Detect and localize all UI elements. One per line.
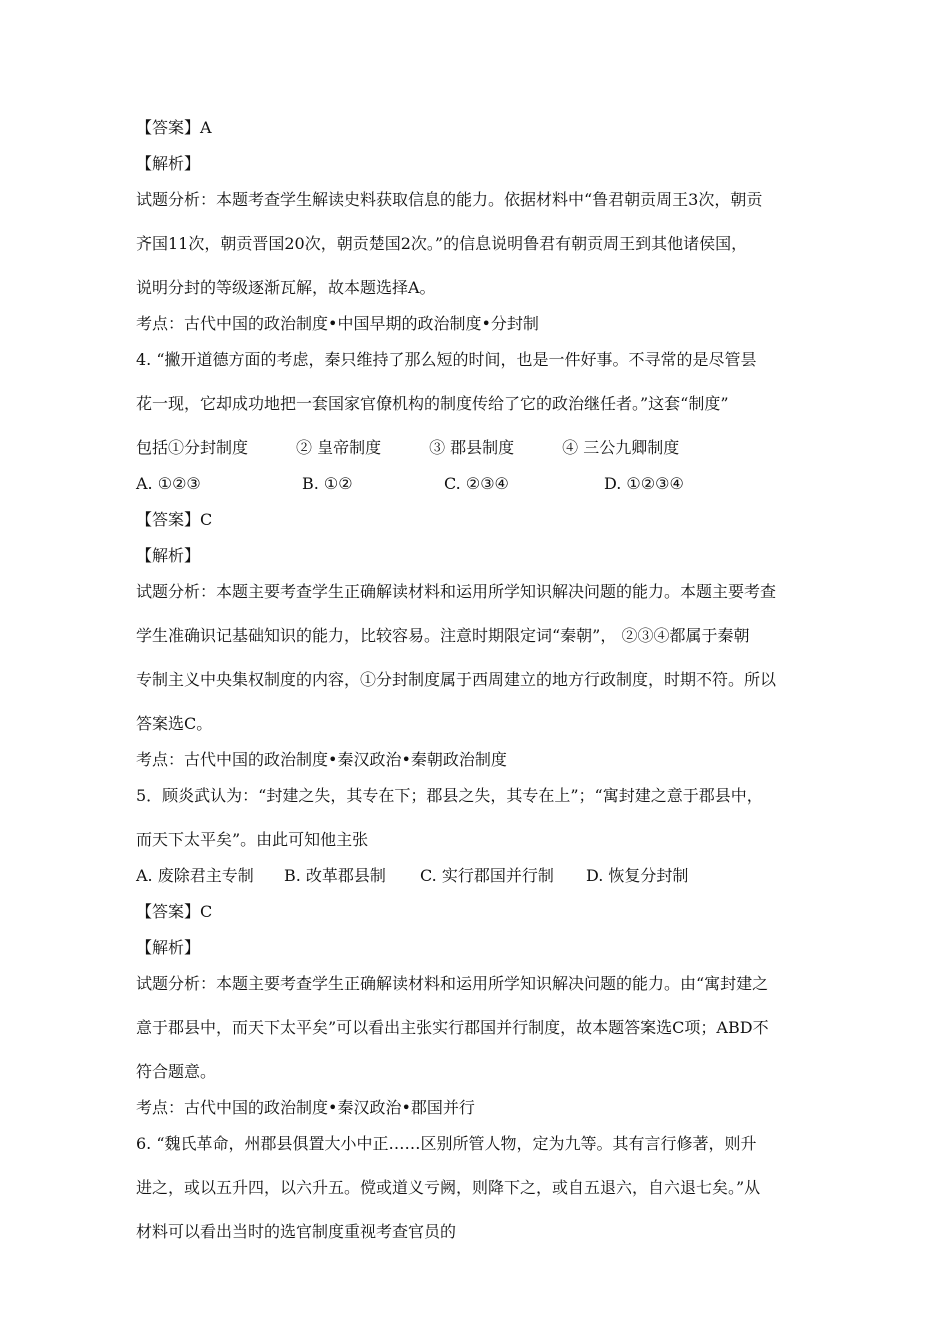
answer-label: 【答案】C [136,510,213,529]
paragraph-line: 试题分析：本题主要考查学生正确解读材料和运用所学知识解决问题的能力。本题主要考查 [136,582,777,601]
key-point: 考点：古代中国的政治制度•秦汉政治•秦朝政治制度 [136,750,507,769]
paragraph-line: 答案选C。 [136,714,213,733]
paragraph-line: 学生准确识记基础知识的能力，比较容易。注意时期限定词“秦朝”， ②③④都属于秦朝 [136,626,750,645]
key-point: 考点：古代中国的政治制度•中国早期的政治制度•分封制 [136,314,539,333]
analysis-label: 【解析】 [136,154,201,173]
question-4 [136,350,816,458]
answer-label: 【答案】A [136,118,212,137]
option-b: B. 改革郡县制 [284,866,386,885]
question-line: 5．顾炎武认为：“封建之失，其专在下；郡县之失，其专在上”；“寓封建之意于郡县中， [136,786,763,805]
question-5 [136,786,816,850]
answer-label: 【答案】C [136,902,213,921]
paragraph-line: 符合题意。 [136,1062,217,1081]
paragraph-line: 专制主义中央集权制度的内容，①分封制度属于西周建立的地方行政制度，时期不符。所以 [136,670,777,689]
options-row [136,866,816,886]
question-line: 6. “魏氏革命，州郡县俱置大小中正……区别所管人物，定为九等。其有言行修著，则升 [136,1134,757,1153]
option-d: D. 恢复分封制 [586,866,689,885]
question-line: 包括①分封制度 ② 皇帝制度 ③ 郡县制度 ④ 三公九卿制度 [136,438,680,457]
question-line: 而天下太平矣”。由此可知他主张 [136,830,369,849]
paragraph-line: 试题分析：本题考查学生解读史料获取信息的能力。依据材料中“鲁君朝贡周王3次，朝贡 [136,190,763,209]
paragraph-line: 说明分封的等级逐渐瓦解，故本题选择A。 [136,278,436,297]
key-point: 考点：古代中国的政治制度•秦汉政治•郡国并行 [136,1098,475,1117]
question-line: 进之，或以五升四，以六升五。傥或道义亏阙，则降下之，或自五退六，自六退七矣。”从 [136,1178,761,1197]
paragraph-line: 试题分析：本题主要考查学生正确解读材料和运用所学知识解决问题的能力。由“寓封建之 [136,974,769,993]
paragraph-line: 意于郡县中，而天下太平矣”可以看出主张实行郡国并行制度，故本题答案选C项；ABD不 [136,1018,769,1037]
analysis-label: 【解析】 [136,546,201,565]
option-d: D. ①②③④ [604,474,684,493]
analysis-paragraph [136,190,816,298]
document-page [136,118,816,1242]
option-a: A. 废除君主专制 [136,866,254,885]
option-c: C. 实行郡国并行制 [420,866,554,885]
option-a: A. ①②③ [136,474,201,493]
options-row [136,474,816,494]
question-line: 材料可以看出当时的选官制度重视考查官员的 [136,1222,457,1241]
paragraph-line: 齐国11次，朝贡晋国20次，朝贡楚国2次。”的信息说明鲁君有朝贡周王到其他诸侯国， [136,234,748,253]
question-6 [136,1134,816,1242]
analysis-paragraph [136,582,816,734]
analysis-label: 【解析】 [136,938,201,957]
option-b: B. ①② [302,474,353,493]
analysis-paragraph [136,974,816,1082]
question-line: 花一现，它却成功地把一套国家官僚机构的制度传给了它的政治继任者。”这套“制度” [136,394,729,413]
option-c: C. ②③④ [444,474,509,493]
question-line: 4. “撇开道德方面的考虑，秦只维持了那么短的时间，也是一件好事。不寻常的是尽管昙 [136,350,757,369]
